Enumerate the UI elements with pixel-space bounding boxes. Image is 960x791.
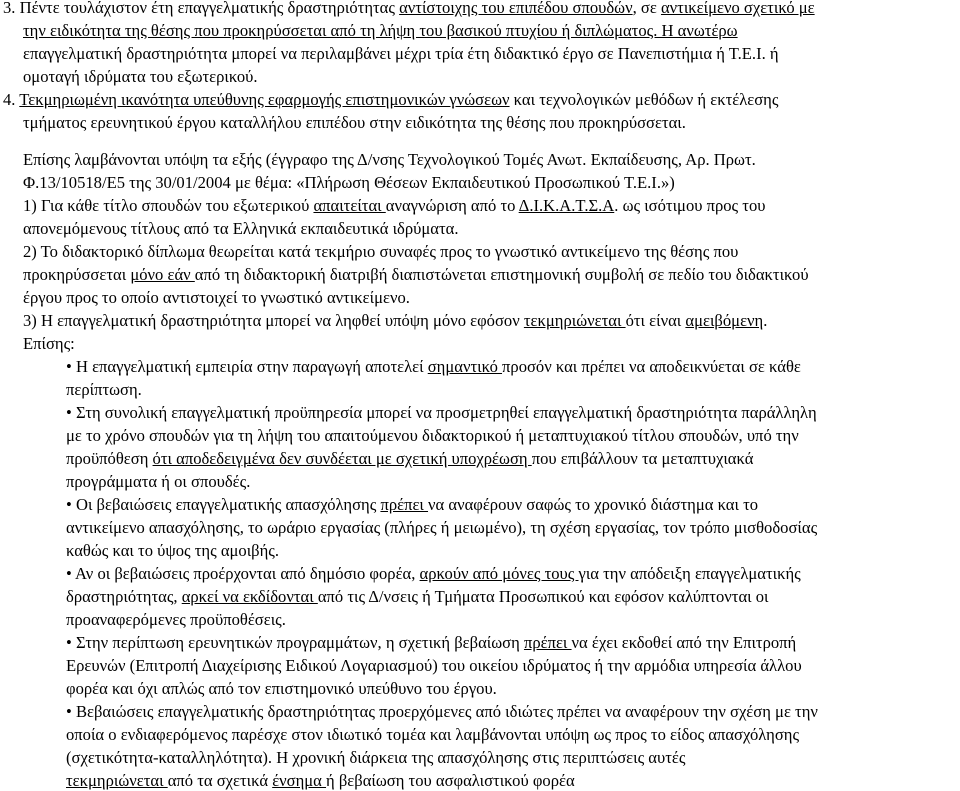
text-segment: για την απόδειξη επαγγελματικής (578, 564, 801, 583)
text-line (66, 633, 796, 653)
text-segment: με το χρόνο σπουδών για τη λήψη του απαιτούμενου διδακτορικού ή μεταπτυχιακού τίτλου σπουδών, υπό την (66, 426, 799, 445)
text-segment: φορέα και όχι απλώς από τον επιστημονικό υπεύθυνο του έργου. (66, 679, 497, 698)
text-segment: καθώς και το ύψος της αμοιβής. (66, 541, 280, 560)
text-segment: • Οι βεβαιώσεις επαγγελματικής απασχόλησης (66, 495, 381, 514)
text-segment: Φ.13/10518/Ε5 της 30/01/2004 με θέμα: «Πλήρωση Θέσεων Εκπαιδευτικού Προσωπικού Τ.Ε.Ι.») (23, 173, 675, 192)
text-segment: τμήματος ερευνητικού έργου καταλλήλου επιπέδου στην ειδικότητα της θέσης που προκηρύσσεται. (23, 113, 686, 132)
text-line (66, 748, 685, 768)
text-line (66, 357, 801, 377)
underlined-text: αντίστοιχης του επιπέδου σπουδών (399, 0, 633, 17)
text-segment: • Αν οι βεβαιώσεις προέρχονται από δημόσιο φορέα, (66, 564, 420, 583)
text-segment: προϋπόθεση (66, 449, 153, 468)
underlined-text: μόνο εάν (130, 265, 195, 284)
text-line (66, 771, 575, 791)
text-segment: (σχετικότητα-καταλληλότητα). Η χρονική διάρκεια της απασχόλησης στις περιπτώσεις αυτές (66, 748, 686, 767)
text-segment: Επίσης: (23, 334, 75, 353)
text-line (3, 90, 778, 110)
text-segment: 4. (3, 90, 20, 109)
text-segment: • Βεβαιώσεις επαγγελματικής δραστηριότητας προερχόμενες από ιδιώτες πρέπει να αναφέρουν την σχέση με την (66, 702, 818, 721)
text-segment: . (763, 311, 768, 330)
text-segment: προαναφερόμενες προϋποθέσεις. (66, 610, 286, 629)
text-line (66, 656, 802, 676)
text-segment: • Στη συνολική επαγγελματική προϋπηρεσία μπορεί να προσμετρηθεί επαγγελματική δραστηριότητα παράλληλη (66, 403, 817, 422)
underlined-text: ένσημα (272, 771, 327, 790)
underlined-text: αρκούν από μόνες τους (419, 564, 579, 583)
text-segment: αναγνώριση από το (385, 196, 519, 215)
text-segment: περίπτωση. (66, 380, 142, 399)
text-segment: Επίσης λαμβάνονται υπόψη τα εξής (έγγραφο της Δ/νσης Τεχνολογικού Τομές Ανωτ. Εκπαίδευσης, Αρ. Πρωτ. (23, 150, 756, 169)
text-line (66, 403, 817, 423)
text-segment: προκηρύσσεται (23, 265, 131, 284)
text-segment: , σε (632, 0, 661, 17)
text-segment: οποία ο ενδιαφερόμενος παρέσχε στον ιδιωτικό τομέα και λαμβάνονται υπόψη ως προς το είδος απασχόλησης (66, 725, 800, 744)
text-line (66, 679, 497, 699)
text-segment: 1) Για κάθε τίτλο σπουδών του εξωτερικού (23, 196, 314, 215)
underlined-text: απαιτείται (313, 196, 386, 215)
text-segment: αντικείμενο απασχόλησης, το ωράριο εργασίας (πλήρες ή μειωμένο), τη σχέση εργασίας, τον τρόπο μισθοδοσίας (66, 518, 818, 537)
text-segment: από τη διδακτορική διατριβή διαπιστώνεται επιστημονική συμβολή σε πεδίο του διδακτικού (194, 265, 809, 284)
text-segment: επαγγελματική δραστηριότητα μπορεί να περιλαμβάνει μέχρι τρία έτη διδακτικό έργο σε Πανεπιστήμια ή Τ.Ε.Ι. ή (23, 44, 779, 63)
text-line (23, 67, 258, 87)
underlined-text: την ειδικότητα της θέσης που προκηρύσσεται από τη λήψη του βασικού πτυχίου ή διπλώματος. Η ανωτέρω (23, 21, 738, 40)
text-line (66, 702, 818, 722)
underlined-text: τεκμηριώνεται (523, 311, 626, 330)
text-segment: να αναφέρουν σαφώς το χρονικό διάστημα και το (428, 495, 759, 514)
underlined-text: αρκεί να εκδίδονται (181, 587, 318, 606)
underlined-text: αντικείμενο σχετικό με (660, 0, 815, 17)
text-line (66, 564, 801, 584)
text-line (23, 219, 458, 239)
text-segment: και τεχνολογικών μεθόδων ή εκτέλεσης (509, 90, 779, 109)
text-segment: . ως ισότιμου προς του (614, 196, 766, 215)
text-line (66, 518, 817, 538)
text-segment: έργου προς το οποίο αντιστοιχεί το γνωστικό αντικείμενο. (23, 288, 410, 307)
text-line (66, 587, 769, 607)
text-line (23, 44, 779, 64)
text-line (23, 265, 809, 285)
text-line (66, 449, 753, 469)
text-line (23, 196, 765, 216)
underlined-text: αμειβόμενη (685, 311, 764, 330)
text-segment: προσόν και πρέπει να αποδεικνύεται σε κάθε (502, 357, 801, 376)
text-segment: δραστηριότητας, (66, 587, 182, 606)
text-line (66, 610, 286, 630)
underlined-text: τεκμηριώνεται (66, 771, 168, 790)
underlined-text: Τεκμηριωμένη ικανότητα υπεύθυνης εφαρμογής επιστημονικών γνώσεων (19, 90, 510, 109)
text-segment: 2) Το διδακτορικό δίπλωμα θεωρείται κατά τεκμήριο συναφές προς το γνωστικό αντικείμενο της θέσης που (23, 242, 739, 261)
text-segment: από τα σχετικά (167, 771, 273, 790)
text-segment: να έχει εκδοθεί από την Επιτροπή (571, 633, 797, 652)
text-line (23, 21, 738, 41)
underlined-text: Δ.Ι.Κ.Α.Τ.Σ.Α (518, 196, 615, 215)
text-segment: που επιβάλλουν τα μεταπτυχιακά (531, 449, 754, 468)
text-line (23, 113, 686, 133)
text-segment: Ερευνών (Επιτροπή Διαχείρισης Ειδικού Λογαριασμού) του οικείου ιδρύματος ή την αρμόδια υπηρεσία άλλου (66, 656, 802, 675)
underlined-text: ότι αποδεδειγμένα δεν συνδέεται με σχετική υποχρέωση (152, 449, 532, 468)
text-line (23, 150, 756, 170)
text-line (66, 426, 799, 446)
text-line (66, 725, 799, 745)
text-line (66, 472, 250, 492)
text-line (66, 541, 279, 561)
text-line (3, 0, 815, 18)
text-segment: • Η επαγγελματική εμπειρία στην παραγωγή αποτελεί (66, 357, 428, 376)
text-line (23, 173, 675, 193)
text-line (23, 311, 767, 331)
underlined-text: πρέπει (380, 495, 429, 514)
text-segment: ομοταγή ιδρύματα του εξωτερικού. (23, 67, 258, 86)
text-segment: 3) Η επαγγελματική δραστηριότητα μπορεί να ληφθεί υπόψη μόνο εφόσον (23, 311, 524, 330)
underlined-text: σημαντικό (427, 357, 503, 376)
text-line (23, 288, 410, 308)
text-segment: απονεμόμενους τίτλους από τα Ελληνικά εκπαιδευτικά ιδρύματα. (23, 219, 459, 238)
text-segment: ή βεβαίωση του ασφαλιστικού φορέα (326, 771, 575, 790)
text-segment: 3. Πέντε τουλάχιστον έτη επαγγελματικής δραστηριότητας (3, 0, 400, 17)
text-segment: προγράμματα ή οι σπουδές. (66, 472, 251, 491)
underlined-text: πρέπει (523, 633, 572, 652)
text-line (23, 334, 75, 354)
text-segment: από τις Δ/νσεις ή Τμήματα Προσωπικού και εφόσον καλύπτονται οι (317, 587, 769, 606)
text-line (23, 242, 738, 262)
text-line (66, 495, 758, 515)
text-segment: • Στην περίπτωση ερευνητικών προγραμμάτων, η σχετική βεβαίωση (66, 633, 524, 652)
text-segment: ότι είναι (625, 311, 686, 330)
text-line (66, 380, 142, 400)
